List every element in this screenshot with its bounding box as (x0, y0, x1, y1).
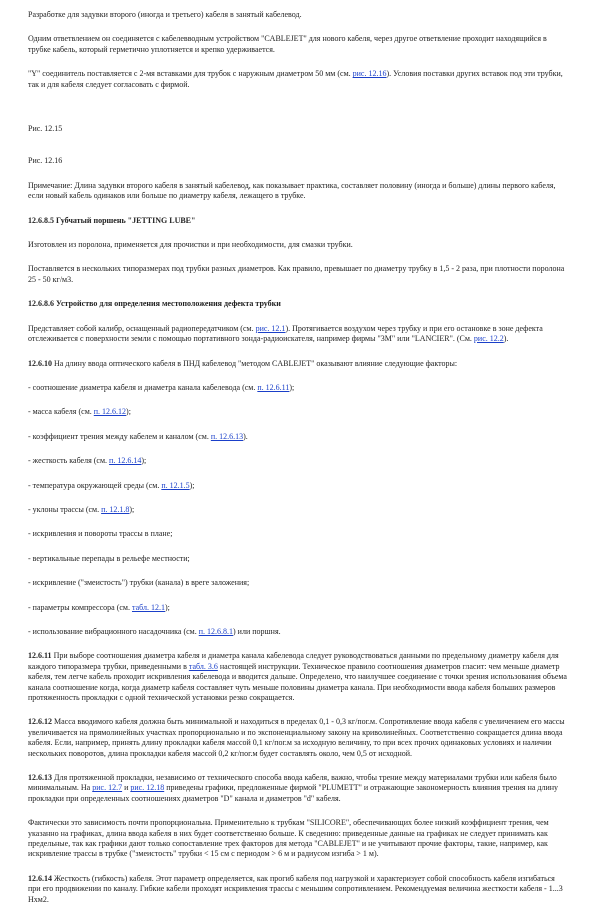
text-run: Фактически это зависимость почти пропорциональна. Применительно к трубкам "SILICORE", обеспечивающих более низкий коэффициент трения, чем указанно на графиках, длина ввода кабеля в них будет соответственно больше. К сведению: приведенные данные на графиках не следует принимать как предельные, так как графики дают только сопоставление трех факторов для метода "CABLEJET" и не учитывают прочие факторы, такие, например, как искривление трассы в трубке ("змеистость" трубки < 15 см с периодом > 6 м и радиусом изгиба > 1 м). (28, 818, 549, 859)
text-run: - использование вибрационного насадочника (см. (28, 626, 199, 636)
text-run: - уклоны трассы (см. (28, 504, 102, 514)
paragraph-spacer (28, 804, 567, 818)
section-heading (28, 216, 567, 226)
paragraph-spacer (28, 564, 567, 578)
cross-reference-link[interactable]: рис. 12.18 (130, 783, 165, 793)
cross-reference-link[interactable]: рис. 12.7 (92, 783, 123, 793)
paragraph-spacer (28, 860, 567, 874)
text-run: Масса вводимого кабеля должна быть минимальной и находиться в пределах 0,1 - 0,3 кг/пог.м. Сопротивление ввода кабеля с увеличением его массы увеличивается на прямолинейных участках пропорционально и по экспоненциальному закону на криволинейных. Соответственно сокращается длина ввода кабеля. Если, например, принять длину прокладки кабеля массой 0,1 кг/пог.м за исходную величину, то при всех прочих одинаковых условиях и наличии нескольких поворотов, длина прокладки кабеля массой 0,2 кг/пог.м будет составлять около, чем 0,5 от исходной. (28, 717, 565, 758)
paragraph-spacer (28, 637, 567, 651)
cross-reference-link[interactable]: п. 12.6.8.1 (198, 626, 234, 636)
text-run: - жесткость кабеля (см. (28, 456, 110, 466)
text-run: приведены графики, предложенные фирмой "PLUMETT" и отражающие закономерность влияния трения на длину прокладки при определенных соотношениях диаметров "D" канала и диаметров "d" кабеля. (28, 783, 559, 803)
paragraph (28, 264, 567, 285)
paragraph (28, 124, 567, 134)
text-run: - искривления и повороты трассы в плане; (28, 529, 173, 539)
clause-number: 12.6.14 (28, 873, 52, 883)
paragraph (28, 34, 567, 55)
paragraph-spacer (28, 345, 567, 359)
paragraph-spacer (28, 442, 567, 456)
paragraph (28, 240, 567, 250)
paragraph-spacer (28, 310, 567, 324)
text-run: ) или поршня. (233, 626, 281, 636)
text-run: Поставляется в нескольких типоразмерах под трубки разных диаметров. Как правило, превышает по диаметру трубку в 1,5 - 2 раза, при плотности поролона 25 - 50 кг/м3. (28, 264, 565, 284)
paragraph-spacer (28, 285, 567, 299)
paragraph (28, 383, 567, 393)
text-run: Для протяженной прокладки, независимо от технического способа ввода кабеля, важно, чтобы трение между материалами трубки или кабеля было минимальным. На (28, 773, 557, 793)
cross-reference-link[interactable]: рис. 12.1 (255, 323, 286, 333)
paragraph (28, 627, 567, 637)
paragraph-spacer (28, 589, 567, 603)
paragraph (28, 481, 567, 491)
paragraph (28, 432, 567, 442)
clause-number: 12.6.11 (28, 651, 52, 661)
paragraph-spacer (28, 55, 567, 69)
text-run: При выборе соотношения диаметра кабеля и диаметра канала кабелевода следует руководствоваться данными по предельному диаметру кабеля для каждого типоразмера трубки, приведенными в (28, 651, 559, 671)
text-run: ); (129, 504, 135, 514)
text-run: На длину ввода оптического кабеля в ПНД кабелевод "методом CABLEJET" оказывают влияние следующие факторы: (52, 358, 458, 368)
cross-reference-link[interactable]: табл. 12.1 (131, 602, 165, 612)
text-run: - масса кабеля (см. (28, 407, 94, 417)
paragraph (28, 359, 567, 369)
paragraph (28, 874, 567, 905)
paragraph (28, 505, 567, 515)
paragraph-spacer (28, 540, 567, 554)
paragraph-spacer (28, 90, 567, 124)
clause-number: 12.6.13 (28, 773, 52, 783)
paragraph (28, 529, 567, 539)
paragraph (28, 578, 567, 588)
paragraph-spacer (28, 393, 567, 407)
paragraph-spacer (28, 202, 567, 216)
text-run: Рис. 12.15 (28, 124, 63, 134)
paragraph (28, 156, 567, 166)
paragraph-spacer (28, 491, 567, 505)
paragraph (28, 456, 567, 466)
text-run: Одним ответвлением он соединяется с кабелевводным устройством "CABLEJET" для нового кабеля, через другое ответвление проходит находящийся в трубке кабель, который герметично уплотняется и крепко удерживается. (28, 34, 547, 54)
text-run: - параметры компрессора (см. (28, 602, 132, 612)
text-run: ). (503, 334, 509, 344)
text-run: ); (126, 407, 131, 417)
paragraph (28, 181, 567, 202)
cross-reference-link[interactable]: рис. 12.16 (352, 69, 387, 79)
cross-reference-link[interactable]: п. 12.6.13 (210, 431, 244, 441)
text-run: - температура окружающей среды (см. (28, 480, 162, 490)
paragraph (28, 773, 567, 804)
text-run: - соотношение диаметра кабеля и диаметра канала кабелевода (см. (28, 382, 258, 392)
clause-number: 12.6.12 (28, 717, 52, 727)
paragraph (28, 603, 567, 613)
paragraph-spacer (28, 167, 567, 181)
text-run: ); (141, 456, 147, 466)
paragraph-spacer (28, 467, 567, 481)
paragraph-spacer (28, 418, 567, 432)
paragraph (28, 554, 567, 564)
text-run: Жесткость (гибкость) кабеля. Этот параметр определяется, как прогиб кабеля под нагрузкой и характеризует собой способность кабеля изгибаться при его продвижении по каналу. Гибкие кабели проходят искривления трассы с меньшим сопротивлением. Рекомендуемая величина жесткости кабеля - 1...3 Нхм2. (28, 873, 563, 904)
paragraph (28, 324, 567, 345)
text-run: ). Протягивается воздухом через трубку и при его остановке в зоне дефекта отслеживается с поверхности земли с помощью портативного зонда-радиоискателя, например фирмы "3М" или "LANCIER". (См. (28, 323, 543, 344)
paragraph (28, 717, 567, 759)
text-run: ); (189, 480, 195, 490)
text-run: 12.6.8.5 Губчатый поршень "JETTING LUBE" (28, 215, 196, 225)
paragraph-spacer (28, 20, 567, 34)
paragraph-spacer (28, 134, 567, 156)
paragraph (28, 69, 567, 90)
text-run: 12.6.8.6 Устройство для определения местоположения дефекта трубки (28, 299, 281, 309)
cross-reference-link[interactable]: табл. 3.6 (188, 661, 218, 671)
text-run: Рис. 12.16 (28, 156, 63, 166)
text-run: - вертикальные перепады в рельефе местности; (28, 553, 190, 563)
paragraph (28, 818, 567, 860)
paragraph-spacer (28, 250, 567, 264)
cross-reference-link[interactable]: рис. 12.2 (473, 334, 504, 344)
section-heading (28, 299, 567, 309)
text-run: ); (289, 382, 295, 392)
paragraph-spacer (28, 759, 567, 773)
text-run: - искривление ("змеистость") трубки (канала) в вреге заложения; (28, 578, 250, 588)
text-run: настоящей инструкции. Техническое правило соотношения диаметров гласит: чем меньше диаметр кабеля, тем легче кабель проходит искривления кабелевода и вводится дальше. Определено, что наилучшее соединение с точки зрения использования объема канала соотношение когда, когда диаметр кабеля составляет чуть меньше половины диаметра канала. При необходимости ввода кабеля больших размеров протяженность прокладки с одной технической установки резко сокращается. (28, 661, 567, 702)
cross-reference-link[interactable]: п. 12.1.5 (161, 480, 190, 490)
text-run: Изготовлен из поролона, применяется для прочистки и при необходимости, для смазки трубки. (28, 240, 353, 250)
cross-reference-link[interactable]: п. 12.6.14 (109, 456, 142, 466)
paragraph-spacer (28, 515, 567, 529)
paragraph-spacer (28, 369, 567, 383)
clause-number: 12.6.10 (28, 358, 52, 368)
paragraph-spacer (28, 613, 567, 627)
paragraph-spacer (28, 703, 567, 717)
text-run: Разработке для задувки второго (иногда и третьего) кабеля в занятый кабелевод. (28, 10, 302, 19)
text-run: - коэффициент трения между кабелем и каналом (см. (28, 431, 211, 441)
cross-reference-link[interactable]: п. 12.1.8 (101, 504, 130, 514)
text-run: "Y" соединитель поставляется с 2-мя вставками для трубок с наружным диаметром 50 мм (см. (28, 69, 353, 79)
text-run: ). Условия поставки других вставок под эти трубки, так и для кабеля следует согласовать с фирмой. (28, 69, 563, 89)
cross-reference-link[interactable]: п. 12.6.12 (93, 407, 127, 417)
text-run: ). (243, 431, 248, 441)
paragraph-spacer (28, 226, 567, 240)
text-run: и (122, 783, 131, 793)
text-run: ); (165, 602, 170, 612)
paragraph (28, 407, 567, 417)
text-run: Представляет собой калибр, оснащенный радиопередатчиком (см. (28, 323, 256, 333)
paragraph (28, 10, 567, 20)
paragraph (28, 651, 567, 703)
cross-reference-link[interactable]: п. 12.6.11 (257, 382, 290, 392)
text-run: Примечание: Длина задувки второго кабеля в занятый кабелевод, как показывает практика, составляет половину (иногда и больше) длины первого кабеля, если новый кабель одинаков или больше по диаметру кабеля, лежащего в трубке. (28, 180, 556, 201)
